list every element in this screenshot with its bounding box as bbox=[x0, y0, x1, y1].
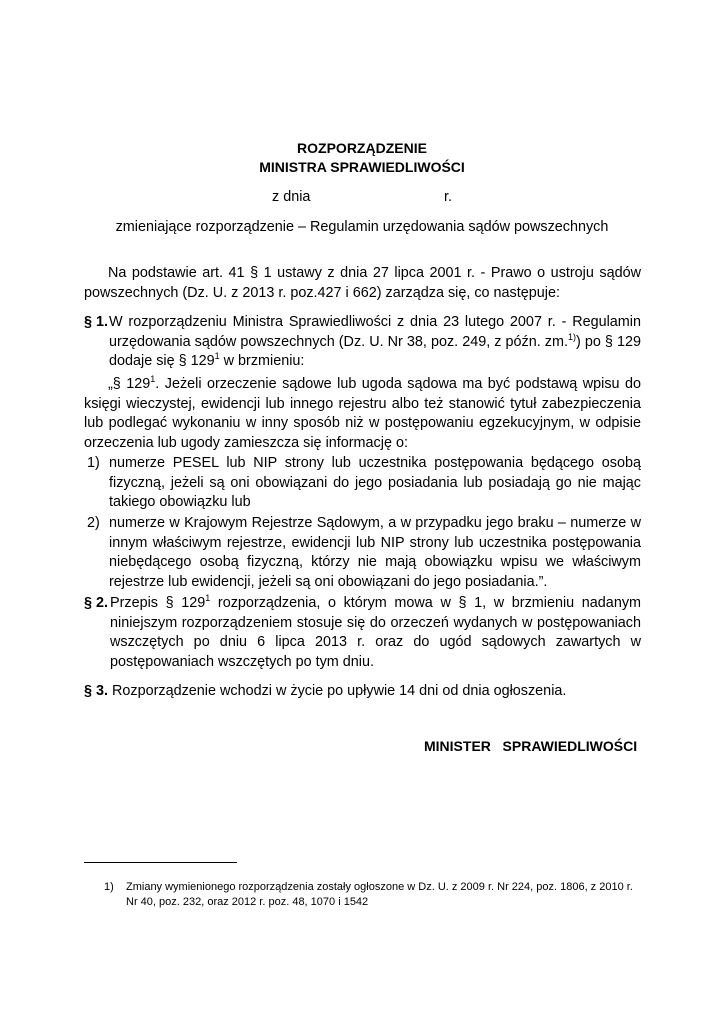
section-2-text-a: Przepis § 129 bbox=[110, 595, 206, 611]
list-item-number: 2) bbox=[87, 515, 100, 531]
quoted-provision bbox=[84, 375, 641, 453]
section-2-label: § 2. bbox=[84, 595, 109, 611]
quote-text-b: . Jeżeli orzeczenie sądowe lub ugoda sądowa ma być podstawą wpisu do księgi wieczystej, ewidencji lub innego rejestru albo też stanowić tytuł zabezpieczenia lub podlegać wykonaniu w inny sposób niż w postępowaniu egzekucyjnym, w odpisie orzeczenia lub ugody zamieszcza się informację o: bbox=[84, 376, 641, 451]
section-1-sup: 1 bbox=[214, 351, 220, 362]
footnote-text: Zmiany wymienionego rozporządzenia zostały ogłoszone w Dz. U. z 2009 r. Nr 224, poz. 1806, z 2010 r. Nr 40, poz. 232, oraz 2012 r. poz. 48, 1070 i 1542 bbox=[126, 881, 633, 908]
date-prefix: z dnia bbox=[272, 189, 311, 205]
footnote bbox=[104, 880, 642, 910]
list-item bbox=[84, 514, 641, 592]
section-2 bbox=[84, 594, 641, 672]
list-item-text: numerze PESEL lub NIP strony lub uczestnika postępowania będącego osobą fizyczną, jeżeli są oni obowiązani do jego posiadania lub posiadają go nie mając takiego obowiązku lub bbox=[109, 455, 641, 510]
section-2-text-b: rozporządzenia, o którym mowa w § 1, w brzmieniu nadanym niniejszym rozporządzeniem stosuje się do orzeczeń wydanych w postępowaniach wszczętych po dniu 6 lipca 2013 r. oraz do ugód sądowych zawartych w postępowaniach wszczętych po tym dniu. bbox=[110, 595, 641, 670]
section-1-text bbox=[109, 313, 641, 372]
section-1 bbox=[84, 313, 641, 372]
footnote-divider bbox=[84, 862, 237, 863]
list-item-number: 1) bbox=[87, 455, 100, 471]
section-1-text-b: ) po § 129 dodaje się § 129 bbox=[109, 333, 641, 369]
section-1-text-a: W rozporządzeniu Ministra Sprawiedliwości z dnia 23 lutego 2007 r. - Regulamin urzędowania sądów powszechnych (Dz. U. Nr 38, poz. 249, z późn. zm. bbox=[109, 314, 641, 350]
document-subtitle: zmieniające rozporządzenie – Regulamin urzędowania sądów powszechnych bbox=[115, 219, 609, 235]
preamble-text: Na podstawie art. 41 § 1 ustawy z dnia 27 lipca 2001 r. - Prawo o ustroju sądów powszechnych (Dz. U. z 2013 r. poz.427 i 662) zarządza się, co następuje: bbox=[84, 265, 641, 301]
section-1-text-c: w brzmieniu: bbox=[219, 353, 305, 369]
section-3-label: § 3. bbox=[84, 683, 109, 699]
section-3-text: Rozporządzenie wchodzi w życie po upływie 14 dni od dnia ogłoszenia. bbox=[108, 683, 567, 699]
date-suffix: r. bbox=[444, 189, 452, 205]
section-3 bbox=[84, 682, 641, 702]
quote-sup: 1 bbox=[150, 374, 156, 385]
section-1-label: § 1. bbox=[84, 314, 109, 330]
signature: MINISTER SPRAWIEDLIWOŚCI bbox=[424, 738, 638, 754]
quote-text-a: „§ 129 bbox=[108, 376, 151, 392]
document-title-line2: MINISTRA SPRAWIEDLIWOŚCI bbox=[259, 159, 465, 175]
section-2-sup: 1 bbox=[205, 593, 211, 604]
list-item bbox=[84, 454, 641, 513]
section-2-text bbox=[110, 594, 641, 672]
footnote-ref: 1) bbox=[567, 331, 576, 342]
document-title-line1: ROZPORZĄDZENIE bbox=[297, 140, 427, 156]
footnote-number: 1) bbox=[104, 881, 114, 893]
list-item-text: numerze w Krajowym Rejestrze Sądowym, a w przypadku jego braku – numerze w innym właściwym rejestrze, ewidencji lub NIP strony lub uczestnika postępowania niebędącego osobą fizyczną, którzy nie mają obowiązku wpisu we właściwym rejestrze lub ewidencji, jeżeli są oni obowiązani do jego posiadania.”. bbox=[109, 515, 641, 590]
preamble bbox=[84, 264, 641, 303]
